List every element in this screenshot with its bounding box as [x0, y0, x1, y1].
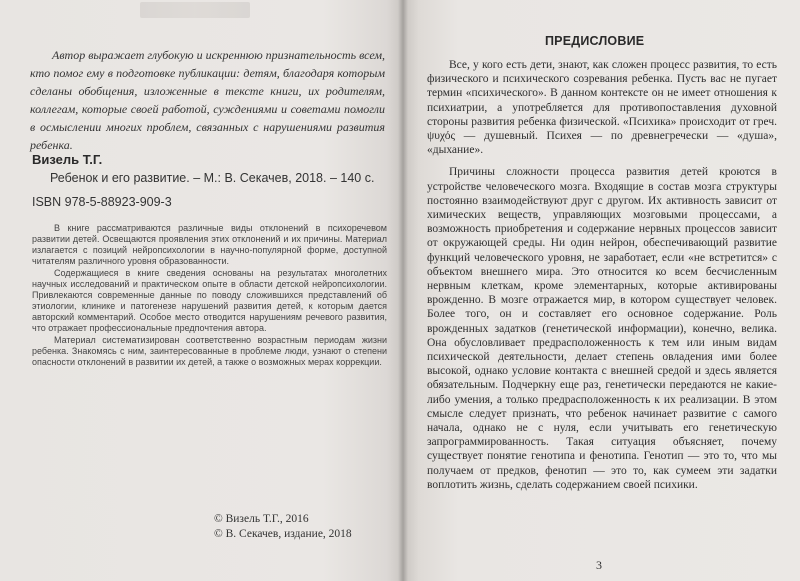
annotation-paragraph: В книге рассматриваются различные виды отклонений в психоречевом развитии детей. Освещаются проявления этих отклонений и их причины. Материал излагается с позиций нейропсихологии в научно-популярной форме, доступной читателям различного уровня образованности. — [32, 223, 387, 266]
copyright-block — [214, 512, 352, 542]
acknowledgment-text: Автор выражает глубокую и искреннюю признательность всем, кто помог ему в подготовке публикации: детям, благодаря которым сделаны обобщения, изложенные в тексте книги, их родителям, коллегам, которые своей работой, суждениями и советами помогли в осмыслении многих проблем, связанных с нарушениями развития ребенка. — [30, 48, 386, 152]
page-number: 3 — [596, 558, 602, 572]
copyright-line: © В. Секачев, издание, 2018 — [214, 528, 352, 540]
preface-body — [427, 58, 777, 500]
annotation-paragraph: Содержащиеся в книге сведения основаны на результатах многолетних научных исследований и практическом опыте в области детской нейропсихологии. Привлекаются современные данные по поводу сложившихся представлений об этиологии, клинике и патогенезе нарушений развития детей, к которым дается авторский комментарий. Особое место отводится нарушениям речевого развития, что отражает профессиональные предпочтения автора. — [32, 268, 387, 333]
annotation-paragraph: Материал систематизирован соответственно возрастным периодам жизни ребенка. Знакомясь с ним, заинтересованные в проблеме люди, узнают о степени опасности отклонений в развитии их детей, а также о возможных мерах коррекции. — [32, 335, 387, 367]
copyright-line: © Визель Т.Г., 2016 — [214, 513, 309, 525]
book-gutter — [398, 0, 408, 581]
annotation — [32, 223, 387, 369]
preface-paragraph: Причины сложности процесса развития детей кроются в устройстве человеческого мозга. Входящие в состав мозга структуры постоянно взаимодействуют друг с другом. Их активность зависит от химических веществ, управляющих мозговыми процессами, а возможность приобретения и содержание нервных процессов зависит от окружающей среды. Ни один нейрон, обеспечивающий развитие функций человеческого уровня, не заработает, если «не встретится» с объектом внешнего мира. Это относится ко всем бесчисленным нервным клеткам, кроме элементарных, которые активированы врожденно. В мозге отражается мир, в котором существует человек. Более того, он и составляет его основное содержание. Роль врожденных задатков (генетической информации), конечно, велика. Она обусловливает предрасположенность к тем или иным видам психической деятельности, делает степень овладения ими более высокой, однако условие контакта с внешней средой и здесь является обязательным. Подчеркну еще раз, генетически передаются не какие-либо умения, а только предрасположенность к их реализации. В этом смысле следует признать, что ребенок начинает развитие с самого начала, однако не с нуля, если учитывать его генетическую запрограммированность. Такая ситуация объясняет, почему существует понятие генотипа и фенотипа. Генотип — это то, что мы получаем от предков, фенотип — это то, как сумеем эти задатки воплотить жизнь, сделать содержанием своей психики. — [427, 166, 777, 491]
preface-paragraph: Все, у кого есть дети, знают, как сложен процесс развития, то есть физического и психического созревания ребенка. Пусть вас не пугает термин «психического». В данном контексте он не имеет отношения к психиатрии, а употребляется для противопоставления духовной стороны развития ребенка физической. «Психика» происходит от греч. ψυχός — душевный. Психея — по древнегречески — «душа», «дыхание». — [427, 59, 777, 157]
running-head-blur — [140, 2, 250, 18]
bibliographic-line: Ребенок и его развитие. – М.: В. Секачев, 2018. – 140 с. — [50, 171, 375, 185]
isbn: ISBN 978-5-88923-909-3 — [32, 195, 172, 209]
author-name: Визель Т.Г. — [32, 152, 103, 167]
preface-title: ПРЕДИСЛОВИЕ — [545, 34, 645, 48]
